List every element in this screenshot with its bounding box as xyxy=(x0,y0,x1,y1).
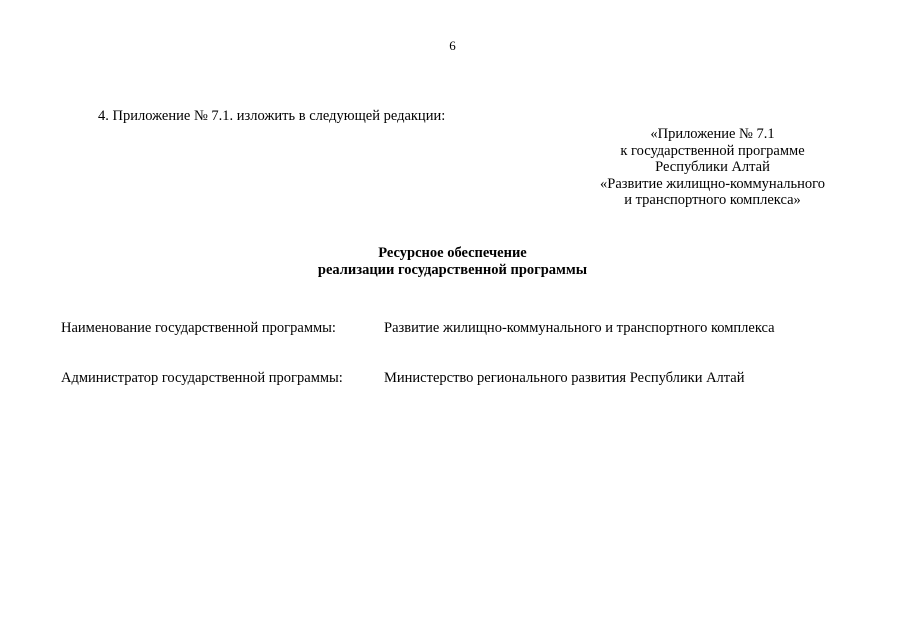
appendix-reference xyxy=(560,126,865,209)
page-number: 6 xyxy=(449,38,456,53)
program-name-value: Развитие жилищно-коммунального и транспортного комплекса xyxy=(384,320,775,336)
appendix-reference-line: «Приложение № 7.1 xyxy=(650,126,775,142)
document-title xyxy=(0,245,905,278)
appendix-reference-line: «Развитие жилищно-коммунального xyxy=(600,175,825,192)
appendix-reference-line: Республики Алтай xyxy=(655,159,770,175)
program-name-label: Наименование государственной программы: xyxy=(61,320,336,336)
appendix-reference-line: к государственной программе xyxy=(620,142,805,159)
administrator-value: Министерство регионального развития Республики Алтай xyxy=(384,370,745,386)
administrator-label: Администратор государственной программы: xyxy=(61,370,343,386)
document-title-line1: Ресурсное обеспечение xyxy=(378,245,527,261)
document-title-line2: реализации государственной программы xyxy=(317,261,588,278)
amendment-instruction: 4. Приложение № 7.1. изложить в следующей редакции: xyxy=(98,108,446,124)
appendix-reference-line: и транспортного комплекса» xyxy=(624,192,801,208)
